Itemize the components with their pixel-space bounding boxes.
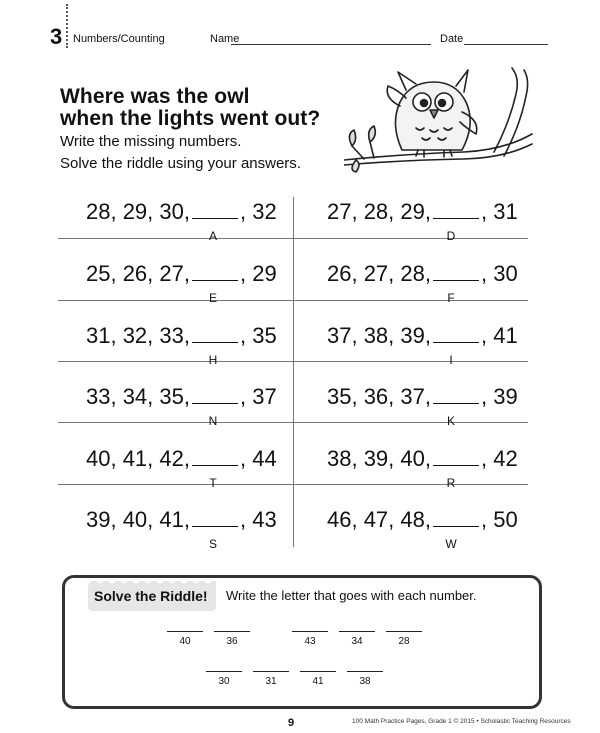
page-title-line-1: Where was the owl [60, 85, 250, 108]
date-label: Date [440, 33, 464, 45]
problem-letter: A [208, 229, 217, 243]
problem-letter: S [208, 537, 217, 551]
owl-illustration [344, 64, 534, 174]
category-label: Numbers/Counting [73, 33, 165, 45]
riddle-answer-blank[interactable]: 30 [206, 671, 242, 687]
problem-letter: E [208, 291, 217, 305]
name-label: Name [210, 33, 240, 45]
answer-blank[interactable] [192, 217, 238, 219]
riddle-answer-blank[interactable]: 36 [214, 631, 250, 647]
problem-letter: F [447, 291, 455, 305]
riddle-answer-blank[interactable]: 40 [167, 631, 203, 647]
problem-letter: K [446, 414, 455, 428]
problem-k: 35, 36, 37, , 39 K [327, 384, 518, 428]
answer-blank[interactable] [433, 217, 479, 219]
date-field[interactable] [464, 44, 548, 45]
problem-n: 33, 34, 35, , 37 N [86, 384, 277, 428]
riddle-answer-blank[interactable]: 31 [253, 671, 289, 687]
page-title-line-2: when the lights went out? [60, 107, 321, 130]
answer-blank[interactable] [433, 341, 479, 343]
name-field[interactable] [231, 44, 431, 45]
problem-letter: T [209, 476, 217, 490]
problem-letter: R [446, 476, 456, 490]
problem-grid [58, 187, 528, 556]
problem-r: 38, 39, 40, , 42 R [327, 446, 518, 490]
instruction-line-1: Write the missing numbers. [60, 133, 242, 150]
answer-blank[interactable] [192, 279, 238, 281]
riddle-answer-blank[interactable]: 41 [300, 671, 336, 687]
problem-letter: W [445, 537, 457, 551]
answer-blank[interactable] [433, 279, 479, 281]
footer-source: 100 Math Practice Pages, Grade 1 © 2015 • Scholastic Teaching Resources [352, 718, 571, 725]
problem-s: 39, 40, 41, , 43 S [86, 507, 277, 551]
riddle-instruction: Write the letter that goes with each number. [226, 588, 477, 603]
answer-blank[interactable] [192, 525, 238, 527]
page-number: 3 [50, 24, 63, 49]
answer-blank[interactable] [192, 341, 238, 343]
riddle-answer-blank[interactable]: 38 [347, 671, 383, 687]
footer-page-number: 9 [288, 717, 295, 729]
answer-blank[interactable] [433, 402, 479, 404]
header-divider [66, 4, 68, 48]
answer-blank[interactable] [192, 402, 238, 404]
riddle-answer-blank[interactable]: 34 [339, 631, 375, 647]
riddle-answer-blank[interactable]: 28 [386, 631, 422, 647]
problem-e: 25, 26, 27, , 29 E [86, 261, 277, 305]
problem-f: 26, 27, 28, , 30 F [327, 261, 518, 305]
riddle-answer-blank[interactable]: 43 [292, 631, 328, 647]
answer-blank[interactable] [433, 525, 479, 527]
problem-w: 46, 47, 48, , 50 W [327, 507, 518, 551]
problem-a: 28, 29, 30, , 32 A [86, 199, 277, 243]
answer-blank[interactable] [192, 464, 238, 466]
riddle-heading: Solve the Riddle! [94, 588, 208, 604]
problem-letter: H [208, 353, 218, 367]
problem-letter: I [449, 353, 453, 367]
problem-t: 40, 41, 42, , 44 T [86, 446, 277, 490]
instruction-line-2: Solve the riddle using your answers. [60, 155, 301, 172]
problem-letter: N [208, 414, 218, 428]
problem-i: 37, 38, 39, , 41 I [327, 323, 518, 367]
answer-blank[interactable] [433, 464, 479, 466]
problem-d: 27, 28, 29, , 31 D [327, 199, 518, 243]
problem-letter: D [446, 229, 456, 243]
problem-h: 31, 32, 33, , 35 H [86, 323, 277, 367]
